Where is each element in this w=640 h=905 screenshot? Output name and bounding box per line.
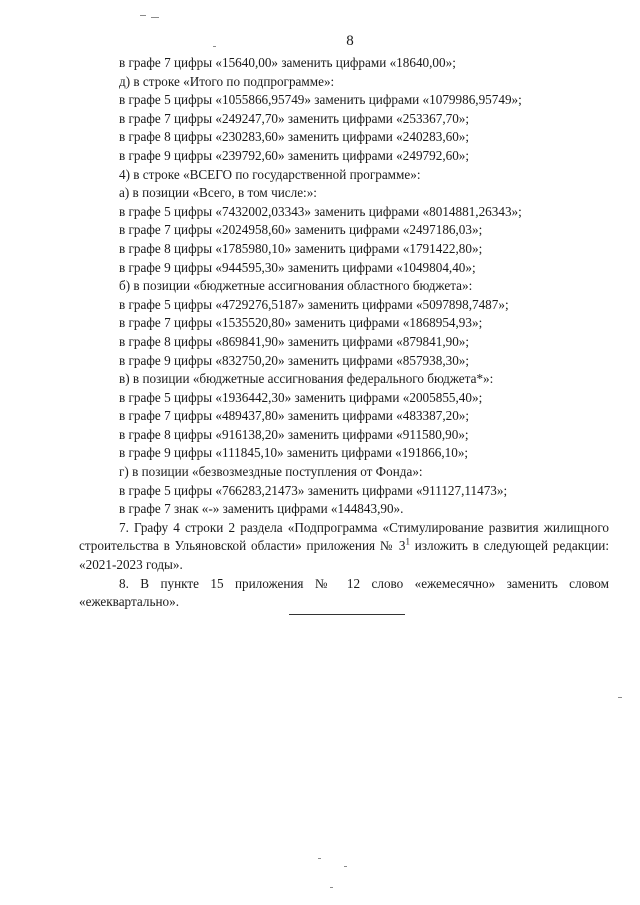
text-line: а) в позиции «Всего, в том числе:»:: [119, 185, 317, 201]
text-line: в графе 9 цифры «239792,60» заменить цифрами «249792,60»;: [119, 147, 470, 163]
text-line: в графе 5 цифры «766283,21473» заменить цифрами «911127,11473»;: [119, 482, 508, 498]
text-line: в графе 8 цифры «916138,20» заменить цифрами «911580,90»;: [119, 426, 469, 442]
text-line: в графе 9 цифры «111845,10» заменить цифрами «191866,10»;: [119, 445, 469, 461]
text-line: в графе 7 цифры «249247,70» заменить цифрами «253367,70»;: [119, 110, 470, 126]
scan-artifact: [213, 46, 216, 47]
text-line: д) в строке «Итого по подпрограмме»:: [119, 73, 335, 89]
paragraph-8: 8. В пункте 15 приложения № 12 слово «ежемесячно» заменить словом «ежеквартально».: [79, 575, 609, 610]
text-line: в графе 5 цифры «1936442,30» заменить цифрами «2005855,40»;: [119, 389, 483, 405]
text-line: б) в позиции «бюджетные ассигнования областного бюджета»:: [119, 278, 473, 294]
text-line: в графе 9 цифры «832750,20» заменить цифрами «857938,30»;: [119, 352, 470, 368]
text-line: в графе 9 цифры «944595,30» заменить цифрами «1049804,40»;: [119, 259, 476, 275]
scan-artifact: [151, 17, 159, 18]
page-number: 8: [346, 33, 354, 49]
text-line: в графе 5 цифры «1055866,95749» заменить цифрами «1079986,95749»;: [119, 92, 522, 108]
scan-artifact: [330, 887, 333, 888]
scan-artifact: [318, 858, 321, 859]
text-line: в графе 5 цифры «4729276,5187» заменить цифрами «5097898,7487»;: [119, 296, 509, 312]
text-line: 4) в строке «ВСЕГО по государственной программе»:: [119, 166, 421, 182]
scan-artifact: [344, 866, 347, 867]
text-line: в графе 8 цифры «869841,90» заменить цифрами «879841,90»;: [119, 333, 470, 349]
scan-artifact: [140, 15, 146, 16]
appendix-superscript: 1: [405, 537, 410, 548]
text-line: в графе 8 цифры «230283,60» заменить цифрами «240283,60»;: [119, 129, 470, 145]
paragraph-7: [79, 519, 609, 575]
text-line: в графе 7 цифры «1535520,80» заменить цифрами «1868954,93»;: [119, 315, 483, 331]
paragraph-7-text: 7. Графу 4 строки 2 раздела «Подпрограмма «Стимулирование развития жилищного строительства в Ульяновской области» приложения № 3: [79, 519, 609, 554]
text-line: в графе 7 знак «-» заменить цифрами «144843,90».: [119, 501, 404, 517]
text-line: в графе 5 цифры «7432002,03343» заменить цифрами «8014881,26343»;: [119, 203, 522, 219]
end-separator-line: [289, 614, 405, 615]
text-line: в графе 7 цифры «2024958,60» заменить цифрами «2497186,03»;: [119, 222, 483, 238]
paragraph-7-text-end: изложить в следующей редакции: «2021-2023 годы».: [79, 538, 609, 573]
text-line: в) в позиции «бюджетные ассигнования федерального бюджета*»:: [119, 371, 494, 387]
text-line: в графе 7 цифры «15640,00» заменить цифрами «18640,00»;: [119, 55, 456, 70]
document-body: [79, 54, 609, 612]
scan-artifact: [618, 697, 622, 698]
text-line: г) в позиции «безвозмездные поступления от Фонда»:: [119, 464, 423, 480]
text-line: в графе 7 цифры «489437,80» заменить цифрами «483387,20»;: [119, 408, 470, 424]
text-line: в графе 8 цифры «1785980,10» заменить цифрами «1791422,80»;: [119, 240, 483, 256]
